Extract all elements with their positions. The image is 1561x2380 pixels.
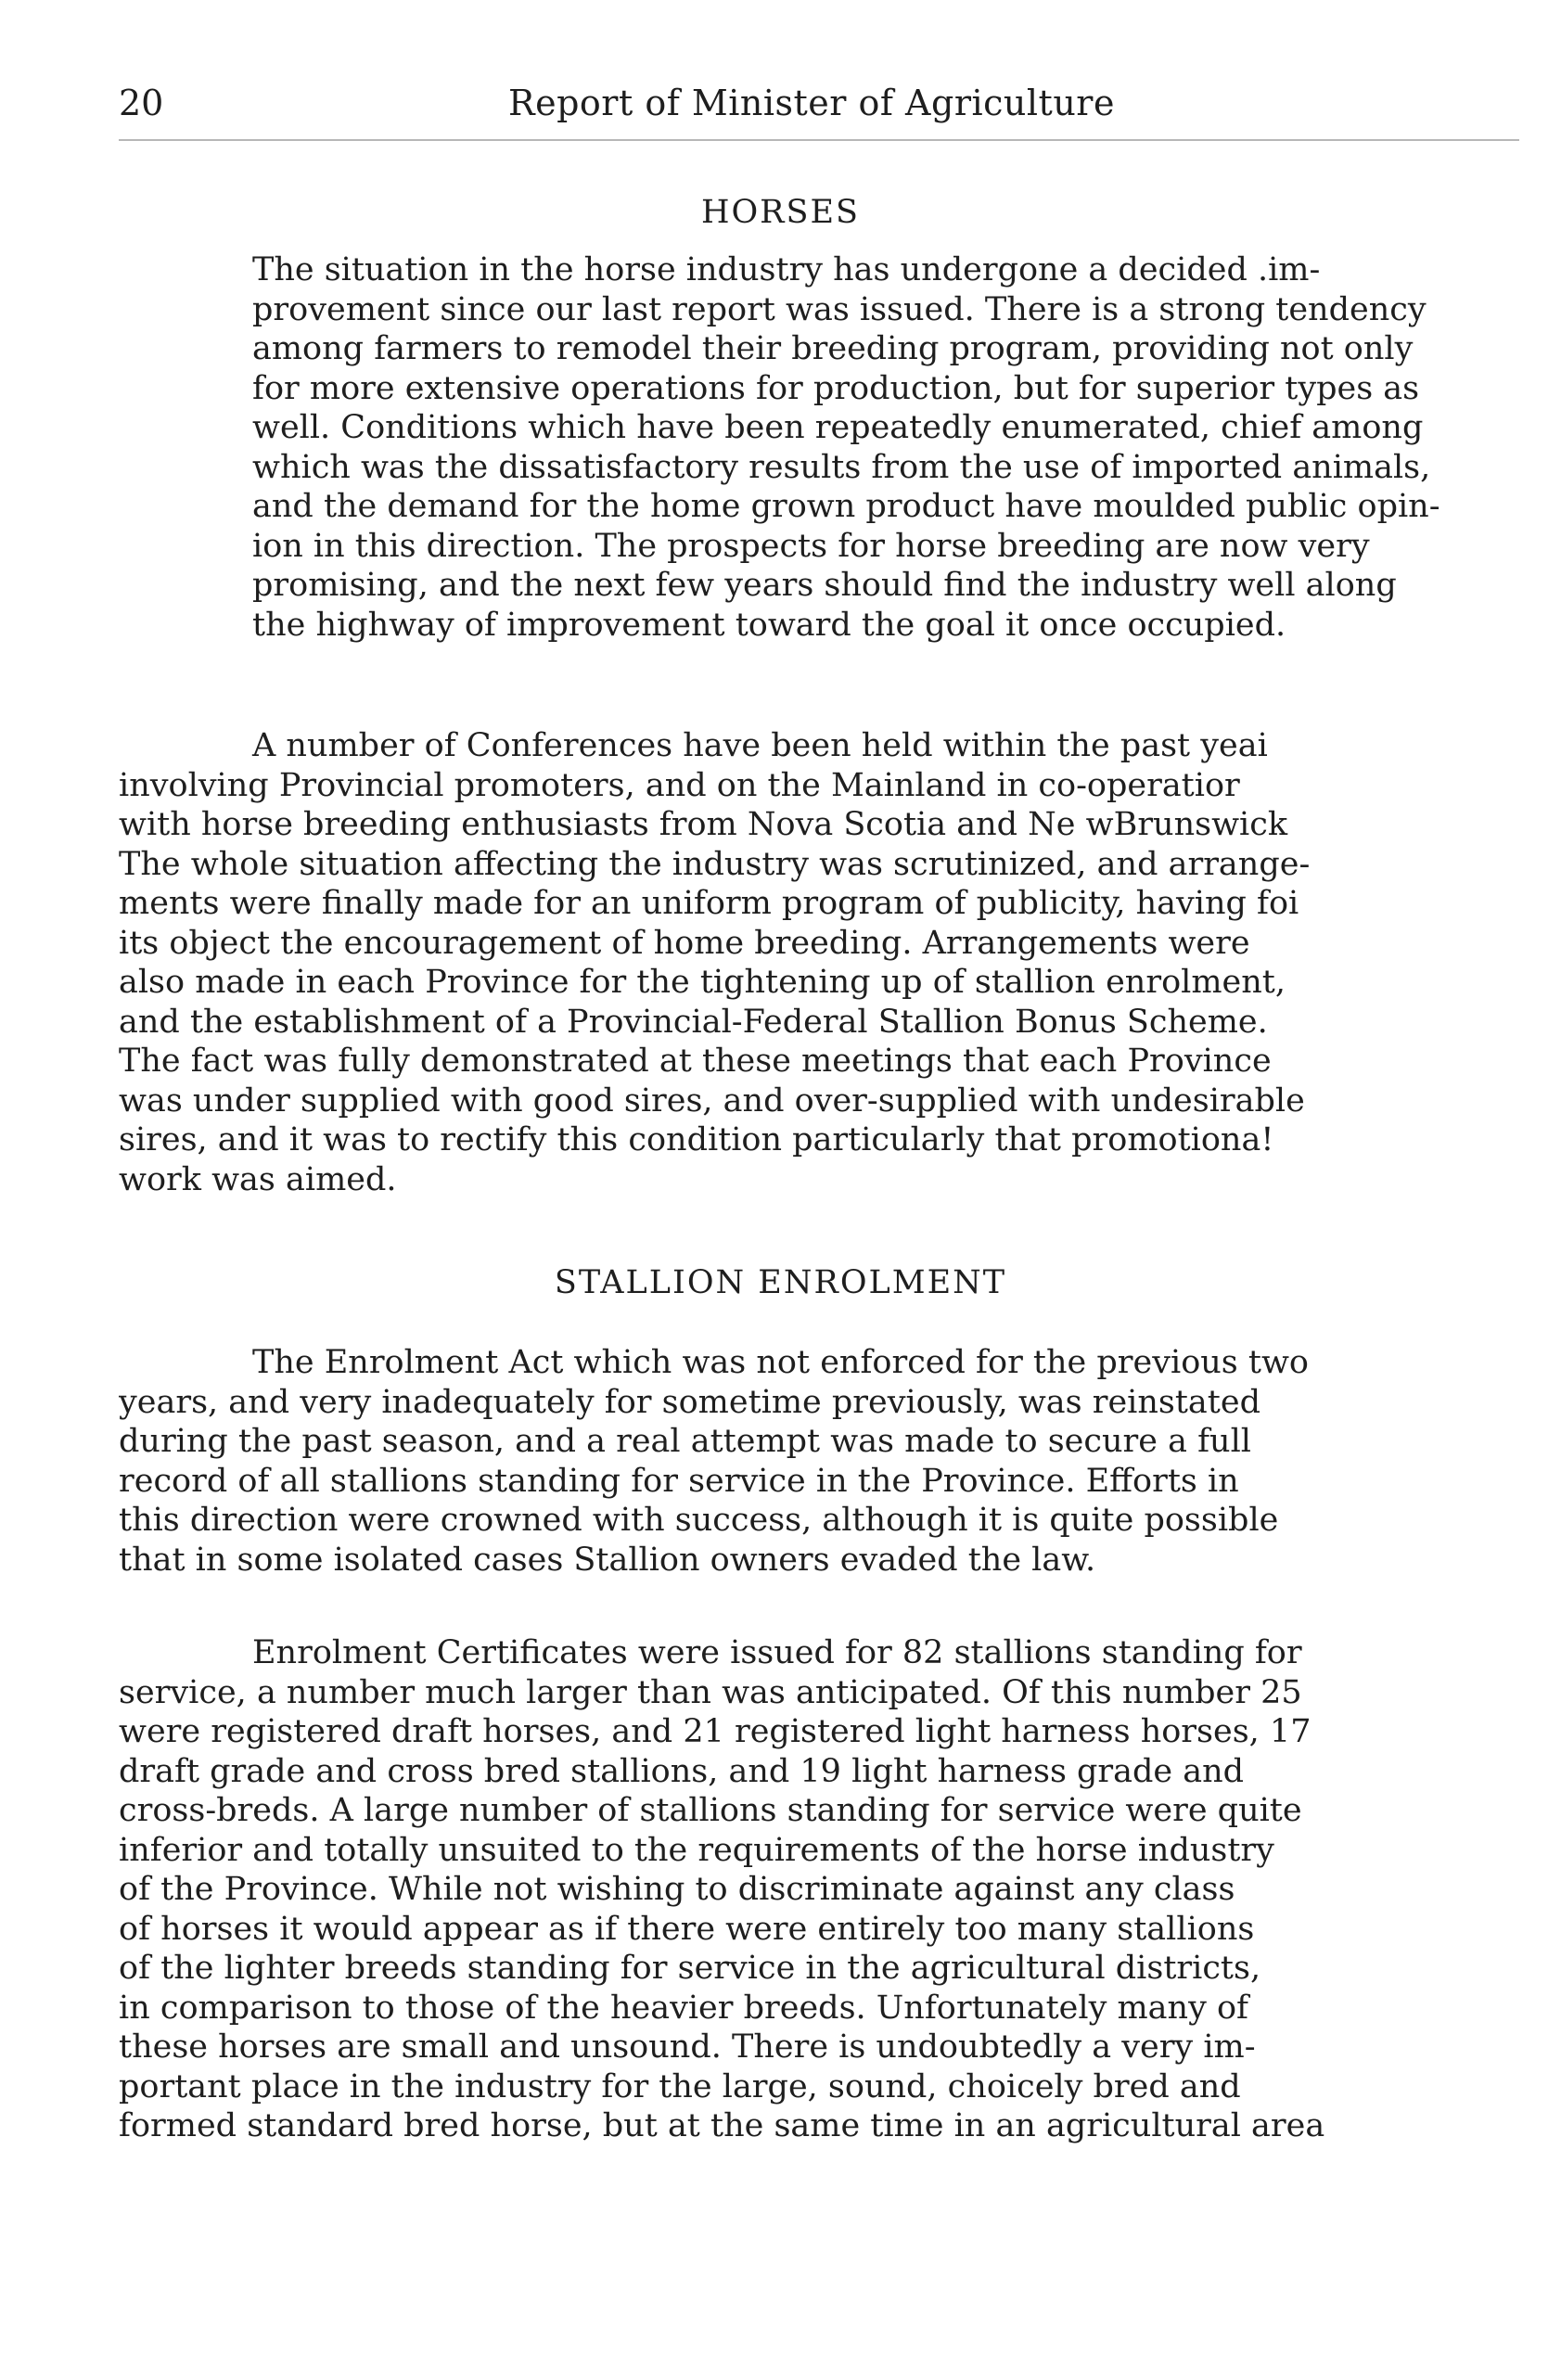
text-line: during the past season, and a real attempt was made to secure a full — [119, 1423, 1251, 1460]
text-line: these horses are small and unsound. There is undoubtedly a very im- — [119, 2028, 1256, 2066]
text-line: which was the dissatisfactory results from the use of imported animals, — [252, 448, 1431, 486]
text-line: also made in each Province for the tightening up of stallion enrolment, — [119, 964, 1286, 1001]
paragraph — [119, 726, 1519, 1199]
text-line: that in some isolated cases Stallion owners evaded the law. — [119, 1541, 1096, 1579]
text-line: Enrolment Certificates were issued for 82 stallions standing for — [252, 1634, 1302, 1671]
text-line: The situation in the horse industry has undergone a decided .im- — [252, 251, 1321, 288]
text-line: cross-breds. A large number of stallions standing for service were quite — [119, 1792, 1302, 1829]
text-line: among farmers to remodel their breeding program, providing not only — [252, 330, 1414, 367]
text-line: portant place in the industry for the large, sound, choicely bred and — [119, 2067, 1241, 2105]
section-heading-horses: HORSES — [700, 194, 861, 231]
text-line: provement since our last report was issued. There is a strong tendency — [252, 290, 1427, 328]
text-line: for more extensive operations for production, but for superior types as — [252, 369, 1420, 407]
text-line: with horse breeding enthusiasts from Nova Scotia and Ne wBrunswick — [119, 806, 1288, 843]
text-line: record of all stallions standing for service in the Province. Efforts in — [119, 1462, 1239, 1500]
text-line: of the Province. While not wishing to discriminate against any class — [119, 1871, 1235, 1908]
text-line: ion in this direction. The prospects for horse breeding are now very — [252, 527, 1370, 565]
text-line: its object the encouragement of home breeding. Arrangements were — [119, 924, 1250, 962]
text-line: service, a number much larger than was anticipated. Of this number 25 — [119, 1673, 1302, 1711]
text-line: A number of Conferences have been held within the past yeai — [252, 727, 1268, 764]
section-heading-stallion-enrolment: STALLION ENROLMENT — [554, 1264, 1007, 1301]
text-line: work was aimed. — [119, 1160, 397, 1198]
text-line: inferior and totally unsuited to the requirements of the horse industry — [119, 1831, 1274, 1869]
paragraph — [119, 1633, 1519, 2146]
text-line: was under supplied with good sires, and over-supplied with undesirable — [119, 1081, 1305, 1120]
text-line: years, and very inadequately for sometime previously, was reinstated — [119, 1383, 1260, 1421]
text-line: The fact was fully demonstrated at these meetings that each Province — [119, 1043, 1272, 1080]
text-line: involving Provincial promoters, and on the Mainland in co-operatior — [119, 766, 1240, 804]
text-line: and the establishment of a Provincial-Federal Stallion Bonus Scheme. — [119, 1003, 1268, 1041]
text-line: The Enrolment Act which was not enforced for the previous two — [252, 1344, 1309, 1381]
running-head: Report of Minister of Agriculture — [508, 83, 1115, 123]
text-line: in comparison to those of the heavier breeds. Unfortunately many of — [119, 1989, 1248, 2027]
header-rule — [119, 139, 1519, 141]
text-line: promising, and the next few years should find the industry well along — [252, 567, 1397, 604]
paragraph — [119, 1343, 1519, 1580]
text-line: the highway of improvement toward the goal it once occupied. — [252, 606, 1286, 644]
paragraph — [119, 250, 1519, 645]
text-line: of horses it would appear as if there were entirely too many stallions — [119, 1910, 1255, 1948]
text-line: well. Conditions which have been repeatedly enumerated, chief among — [252, 409, 1424, 446]
text-line: formed standard bred horse, but at the same time in an agricultural area — [119, 2107, 1325, 2144]
text-line: this direction were crowned with success, although it is quite possible — [119, 1502, 1279, 1539]
text-line: sires, and it was to rectify this condition particularly that promotiona! — [119, 1121, 1274, 1158]
text-line: ments were finally made for an uniform program of publicity, having foi — [119, 885, 1299, 922]
page-number: 20 — [119, 83, 164, 123]
text-line: of the lighter breeds standing for service in the agricultural districts, — [119, 1950, 1261, 1987]
text-line: The whole situation affecting the industry was scrutinized, and arrange- — [119, 845, 1311, 883]
page-header — [119, 80, 1519, 135]
text-line: draft grade and cross bred stallions, and 19 light harness grade and — [119, 1752, 1245, 1790]
text-line: and the demand for the home grown product have moulded public opin- — [252, 488, 1440, 525]
text-line: were registered draft horses, and 21 registered light harness horses, 17 — [119, 1713, 1311, 1750]
